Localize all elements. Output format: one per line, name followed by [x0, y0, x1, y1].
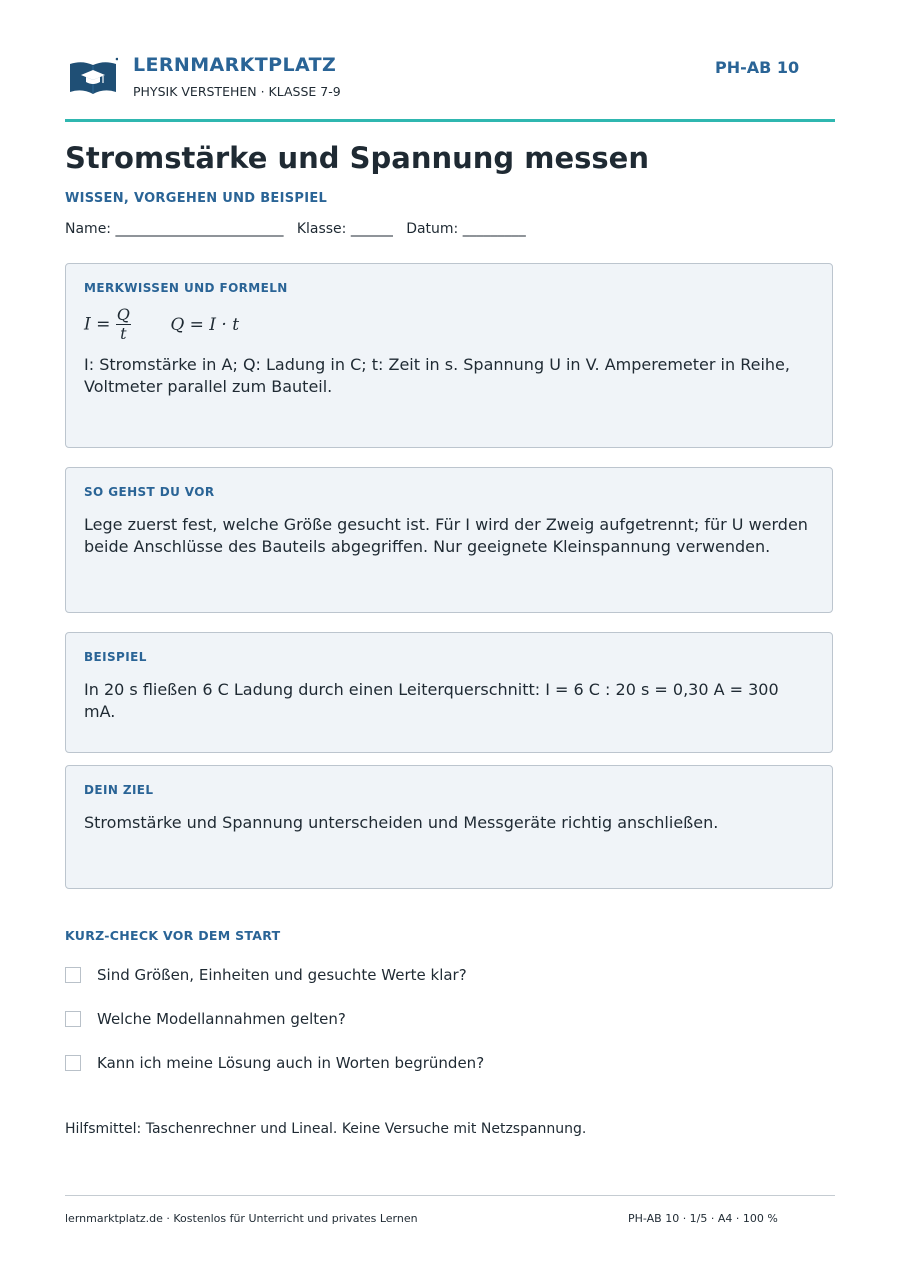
check-item-label: Sind Größen, Einheiten und gesuchte Werte klar?	[97, 966, 467, 984]
formulas-box-label: MERKWISSEN UND FORMELN	[84, 281, 288, 295]
check-item-label: Kann ich meine Lösung auch in Worten begründen?	[97, 1054, 485, 1072]
example-box	[65, 632, 833, 753]
check-item	[65, 1011, 765, 1031]
footer-page-info: PH-AB 10 · 1/5 · A4 · 100 %	[628, 1212, 778, 1225]
example-box-text: In 20 s fließen 6 C Ladung durch einen Leiterquerschnitt: I = 6 C : 20 s = 0,30 A = 300 mA.	[84, 680, 779, 721]
footer-divider	[65, 1195, 835, 1196]
book-graduation-cap-icon	[68, 56, 118, 98]
formula-current-lhs: I =	[84, 314, 111, 335]
procedure-box	[65, 467, 833, 613]
footer-site-note: lernmarktplatz.de · Kostenlos für Unterricht und privates Lernen	[65, 1212, 418, 1225]
brand-name: LERNMARKTPLATZ	[133, 54, 337, 76]
check-item	[65, 1055, 765, 1075]
worksheet-code: PH-AB 10	[715, 58, 800, 77]
checkbox[interactable]	[65, 1055, 81, 1071]
aids-note: Hilfsmittel: Taschenrechner und Lineal. Keine Versuche mit Netzspannung.	[65, 1121, 587, 1137]
goal-box	[65, 765, 833, 889]
page-header	[65, 48, 835, 108]
formulas-box-text: I: Stromstärke in A; Q: Ladung in C; t: Zeit in s. Spannung U in V. Amperemeter in Reihe, Voltmeter parallel zum Bauteil.	[84, 355, 790, 396]
goal-box-text: Stromstärke und Spannung unterscheiden und Messgeräte richtig anschließen.	[84, 813, 719, 832]
goal-box-label: DEIN ZIEL	[84, 783, 154, 797]
checkbox[interactable]	[65, 1011, 81, 1027]
example-box-label: BEISPIEL	[84, 650, 147, 664]
checkbox[interactable]	[65, 967, 81, 983]
procedure-box-text: Lege zuerst fest, welche Größe gesucht ist. Für I wird der Zweig aufgetrennt; für U werden beide Anschlüsse des Bauteils abgegriffen. Nur geeignete Kleinspannung verwenden.	[84, 515, 808, 556]
student-info-line: Name: ________________________ Klasse: ______ Datum: _________	[65, 221, 526, 237]
page-subtitle: WISSEN, VORGEHEN UND BEISPIEL	[65, 191, 328, 206]
check-section-title: KURZ-CHECK VOR DEM START	[65, 928, 281, 943]
formula-charge: Q = I · t	[170, 314, 240, 335]
check-item	[65, 967, 765, 987]
check-item-label: Welche Modellannahmen gelten?	[97, 1010, 346, 1028]
formulas-box	[65, 263, 833, 448]
procedure-box-label: SO GEHST DU VOR	[84, 485, 215, 499]
brand-subtitle: PHYSIK VERSTEHEN · KLASSE 7-9	[133, 84, 341, 99]
page-title: Stromstärke und Spannung messen	[65, 141, 649, 175]
header-divider	[65, 119, 835, 122]
formula-row	[84, 306, 239, 346]
formula-numerator: Q	[116, 305, 130, 324]
formula-fraction	[116, 306, 131, 343]
formula-denominator: t	[120, 324, 127, 343]
